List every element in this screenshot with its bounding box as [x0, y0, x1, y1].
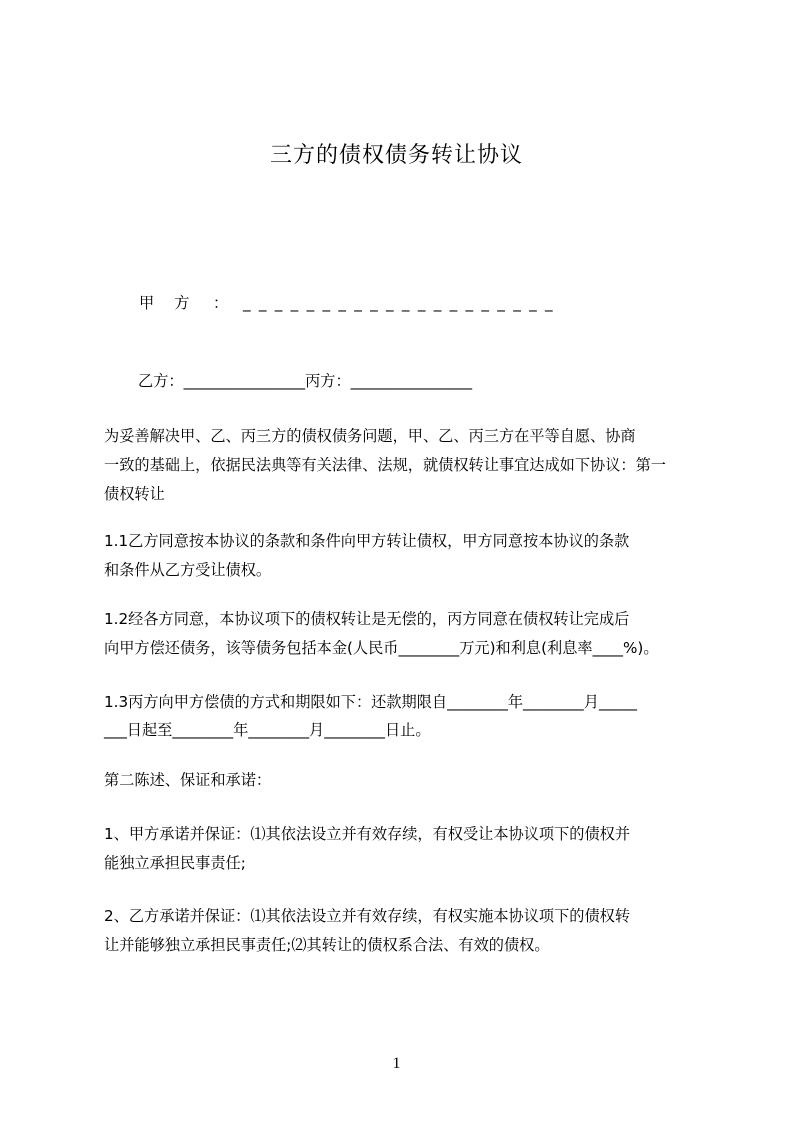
clause-1-1-line-1: 1.1乙方同意按本协议的条款和条件向甲方转让债权，甲方同意按本协议的条款 — [104, 532, 630, 550]
clause-1-3-line-1: 1.3丙方向甲方偿债的方式和期限如下：还款期限自________年________月_____ — [104, 693, 637, 711]
preamble-line-3: 债权转让 — [104, 485, 165, 503]
party-a-blank: ____________________ — [243, 294, 561, 312]
clause-1-1-line-2: 和条件从乙方受让债权。 — [104, 561, 272, 579]
document-title: 三方的债权债务转让协议 — [269, 143, 523, 168]
party-a-line — [139, 288, 704, 318]
clause-2-1-line-2: 能独立承担民事责任; — [104, 854, 246, 872]
party-a-label: 甲方 — [139, 294, 210, 312]
section-2-heading: 第二陈述、保证和承诺： — [104, 771, 272, 789]
page-number: 1 — [392, 1055, 401, 1072]
clause-2-2-line-2: 让并能够独立承担民事责任;⑵其转让的债权系合法、有效的债权。 — [104, 936, 550, 954]
clause-2-1-line-1: 1、甲方承诺并保证：⑴其依法设立并有效存续，有权受让本协议项下的债权并 — [104, 825, 631, 843]
party-b-c-line: 乙方：________________丙方：________________ — [138, 372, 473, 390]
clause-1-2-line-2: 向甲方偿还债务，该等债务包括本金(人民币________万元)和利息(利息率____%)。 — [104, 639, 659, 657]
clause-1-3-line-2: ___日起至________年________月________日止。 — [104, 721, 431, 739]
preamble-line-1: 为妥善解决甲、乙、丙三方的债权债务问题，甲、乙、丙三方在平等自愿、协商 — [104, 427, 636, 445]
party-a-colon: ： — [213, 294, 229, 312]
clause-1-2-line-1: 1.2经各方同意，本协议项下的债权转让是无偿的，丙方同意在债权转让完成后 — [104, 610, 630, 628]
preamble-line-2: 一致的基础上，依据民法典等有关法律、法规，就债权转让事宜达成如下协议：第一 — [104, 456, 666, 474]
clause-2-2-line-1: 2、乙方承诺并保证：⑴其依法设立并有效存续，有权实施本协议项下的债权转 — [104, 907, 631, 925]
